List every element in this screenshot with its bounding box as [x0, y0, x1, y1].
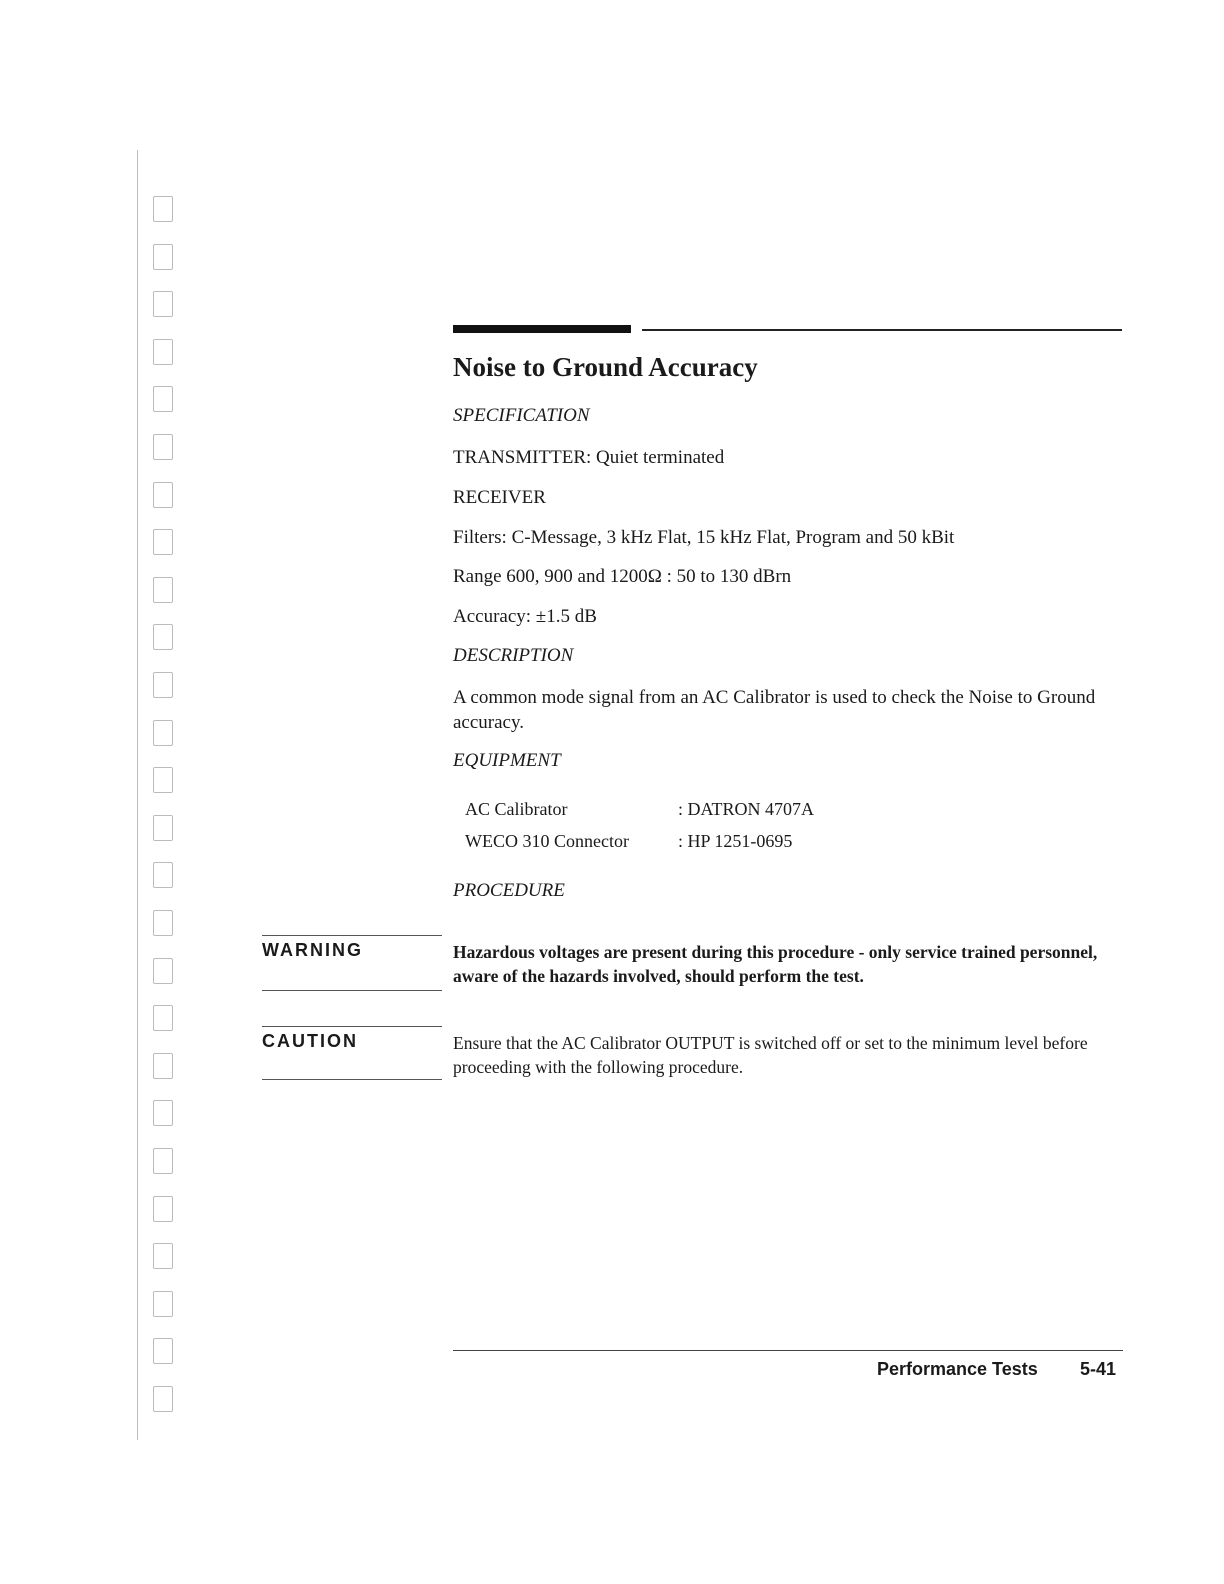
binder-hole [153, 482, 173, 508]
procedure-heading: PROCEDURE [453, 880, 565, 901]
binder-hole [153, 577, 173, 603]
caution-label: CAUTION [262, 1031, 358, 1051]
binder-hole [153, 1386, 173, 1412]
warning-rule-top [262, 935, 442, 936]
binder-hole [153, 244, 173, 270]
binder-hole [153, 291, 173, 317]
equipment-name: WECO 310 Connector [465, 831, 629, 851]
spec-receiver: RECEIVER [453, 487, 546, 508]
section-title: Noise to Ground Accuracy [453, 352, 758, 382]
binder-hole [153, 958, 173, 984]
binder-hole [153, 339, 173, 365]
specification-heading: SPECIFICATION [453, 405, 590, 426]
caution-text: Ensure that the AC Calibrator OUTPUT is switched off or set to the minimum level before proceeding with the following procedure. [453, 1033, 1088, 1077]
caution-rule-top [262, 1026, 442, 1027]
binder-hole [153, 815, 173, 841]
binder-hole [153, 624, 173, 650]
binder-hole [153, 767, 173, 793]
binder-hole [153, 1148, 173, 1174]
spec-range: Range 600, 900 and 1200Ω : 50 to 130 dBrn [453, 566, 792, 587]
binder-hole [153, 434, 173, 460]
binder-hole [153, 1291, 173, 1317]
page-binding-edge [137, 150, 138, 1440]
footer-page-number: 5-41 [1080, 1359, 1117, 1379]
binder-hole [153, 1005, 173, 1031]
binder-hole [153, 1100, 173, 1126]
footer-section: Performance Tests [877, 1359, 1038, 1379]
binder-hole [153, 720, 173, 746]
equipment-model: : HP 1251-0695 [678, 831, 793, 851]
binder-hole [153, 672, 173, 698]
spec-accuracy: Accuracy: ±1.5 dB [453, 606, 597, 627]
binder-hole [153, 862, 173, 888]
binder-hole [153, 1053, 173, 1079]
warning-rule-bottom [262, 990, 442, 991]
spec-transmitter: TRANSMITTER: Quiet terminated [453, 447, 725, 468]
equipment-name: AC Calibrator [465, 799, 568, 819]
warning-label: WARNING [262, 940, 363, 960]
equipment-heading: EQUIPMENT [453, 750, 561, 771]
description-heading: DESCRIPTION [453, 645, 574, 666]
binder-hole [153, 196, 173, 222]
caution-rule-bottom [262, 1079, 442, 1080]
warning-text: Hazardous voltages are present during this procedure - only service trained personnel, aware of the hazards involved, should perform the test. [453, 942, 1098, 986]
equipment-model: : DATRON 4707A [678, 799, 815, 819]
binder-hole [153, 1338, 173, 1364]
section-rule-thick [453, 325, 631, 333]
binder-hole [153, 1196, 173, 1222]
section-rule-thin [642, 329, 1122, 331]
binder-hole [153, 386, 173, 412]
spec-filters: Filters: C-Message, 3 kHz Flat, 15 kHz Flat, Program and 50 kBit [453, 527, 955, 548]
binder-hole [153, 910, 173, 936]
footer-rule [453, 1350, 1123, 1351]
binder-hole [153, 1243, 173, 1269]
description-text: A common mode signal from an AC Calibrator is used to check the Noise to Ground accuracy. [453, 687, 1096, 733]
binder-hole [153, 529, 173, 555]
